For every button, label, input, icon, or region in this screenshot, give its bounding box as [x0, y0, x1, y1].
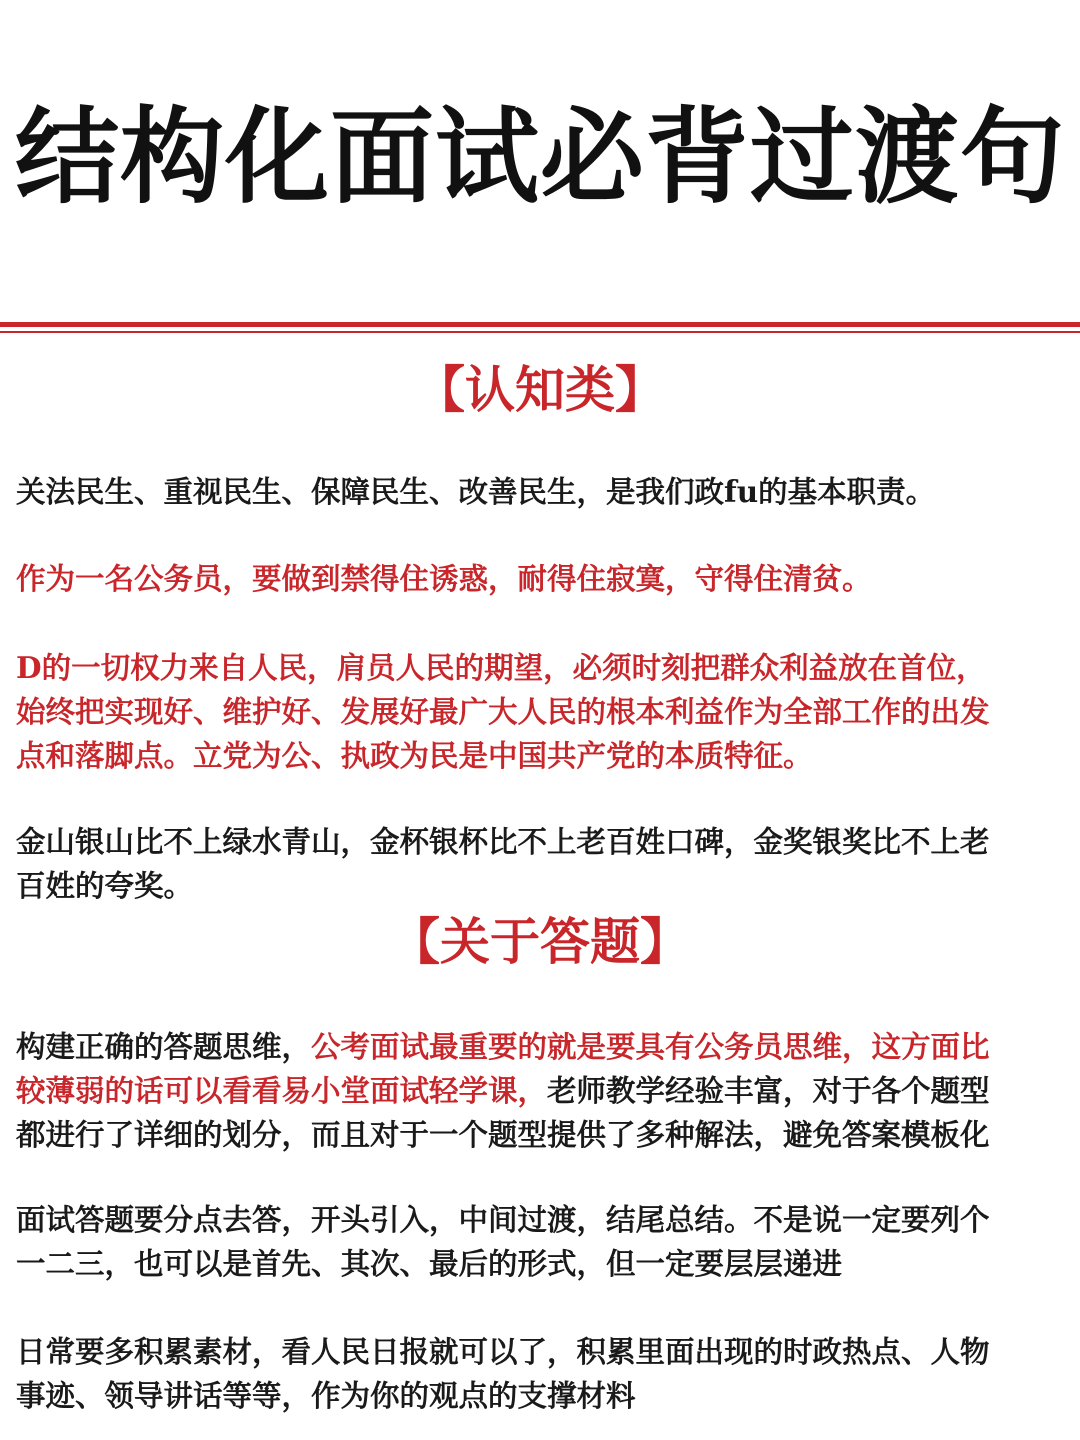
paragraph-answer-structure: [16, 1198, 1056, 1286]
paragraph-livelihood: [16, 470, 1056, 514]
paragraph-answer-thinking: [16, 1025, 1056, 1157]
paragraph-line: 作为一名公务员，要做到禁得住诱惑，耐得住寂寞，守得住清贫。: [16, 561, 872, 596]
paragraph-line: 点和落脚点。立党为公、执政为民是中国共产党的本质特征。: [16, 738, 813, 773]
text-segment: 公考面试最重要的就是要具有公务员思维，这方面比: [311, 1029, 990, 1064]
page-title: 结构化面试必背过渡句: [14, 96, 1065, 218]
paragraph-line: 都进行了详细的划分，而且对于一个题型提供了多种解法，避免答案模板化: [16, 1117, 990, 1152]
text-segment: 构建正确的答题思维，: [16, 1029, 312, 1064]
paragraph-civil-servant: [16, 557, 1056, 601]
section-heading-cognition: 【认知类】: [415, 360, 665, 419]
paragraph-line: 面试答题要分点去答，开头引入，中间过渡，结尾总结。不是说一定要列个: [16, 1202, 990, 1237]
section-heading-answering: 【关于答题】: [390, 912, 690, 971]
paragraph-line: 关法民生、重视民生、保障民生、改善民生，是我们政fu的基本职责。: [16, 474, 936, 509]
paragraph-line: [16, 1025, 1056, 1069]
paragraph-line: 始终把实现好、维护好、发展好最广大人民的根本利益作为全部工作的出发: [16, 694, 990, 729]
divider-thick: [0, 322, 1080, 327]
paragraph-line: 百姓的夸奖。: [16, 868, 194, 903]
paragraph-line: 金山银山比不上绿水青山，金杯银杯比不上老百姓口碑，金奖银奖比不上老: [16, 824, 990, 859]
text-segment: 较薄弱的话可以看看易小堂面试轻学课，: [16, 1073, 548, 1108]
paragraph-line: D的一切权力来自人民，肩员人民的期望，必须时刻把群众利益放在首位，: [16, 650, 986, 685]
paragraph-party-people: [16, 646, 1056, 778]
paragraph-line: 事迹、领导讲话等等，作为你的观点的支撑材料: [16, 1378, 636, 1413]
divider-thin: [0, 331, 1080, 333]
paragraph-line: [16, 1069, 1056, 1113]
paragraph-line: 一二三，也可以是首先、其次、最后的形式，但一定要层层递进: [16, 1246, 843, 1281]
text-segment: 老师教学经验丰富，对于各个题型: [547, 1073, 990, 1108]
paragraph-line: 日常要多积累素材，看人民日报就可以了，积累里面出现的时政热点、人物: [16, 1334, 990, 1369]
paragraph-accumulate-material: [16, 1330, 1056, 1418]
paragraph-green-mountains: [16, 820, 1056, 908]
